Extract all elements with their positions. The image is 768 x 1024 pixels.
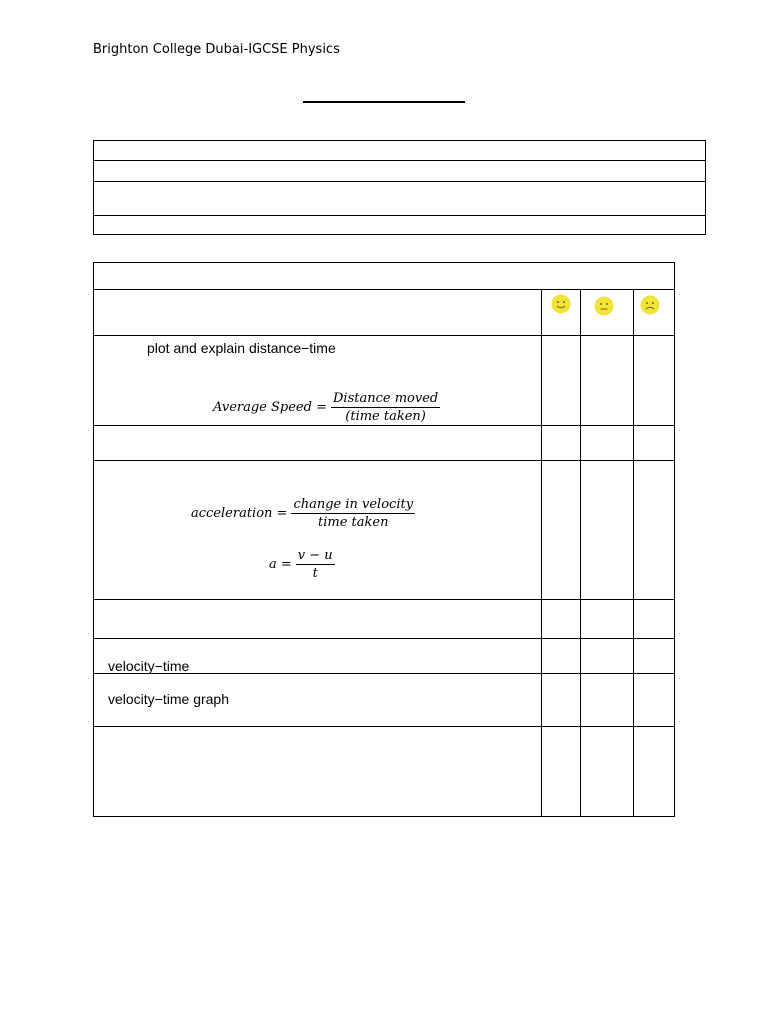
rating-cell[interactable] <box>581 674 634 727</box>
neutral-header-cell <box>581 290 634 336</box>
formula-numerator: change in velocity <box>293 497 414 512</box>
formula-lhs: a = <box>269 557 292 572</box>
rating-cell[interactable] <box>634 336 675 426</box>
info-cell <box>94 141 706 161</box>
frown-header-cell <box>634 290 675 336</box>
rating-cell[interactable] <box>581 426 634 461</box>
rating-cell[interactable] <box>634 639 675 674</box>
rating-cell[interactable] <box>542 639 581 674</box>
rating-cell[interactable] <box>542 674 581 727</box>
distance-time-text: plot and explain distance−time <box>147 340 336 356</box>
velocity-time-text: velocity−time <box>108 658 190 674</box>
neutral-face-icon <box>594 296 614 316</box>
frowning-face-icon <box>640 295 660 315</box>
rating-cell[interactable] <box>634 674 675 727</box>
rating-cell[interactable] <box>634 461 675 600</box>
header-cell <box>94 290 542 336</box>
checklist-title-cell <box>94 263 675 290</box>
rating-cell[interactable] <box>634 727 675 817</box>
row-velocity-time <box>94 639 542 674</box>
rating-cell[interactable] <box>542 600 581 639</box>
title-blank-line <box>303 101 465 103</box>
rating-cell[interactable] <box>542 426 581 461</box>
formula-numerator: Distance moved <box>332 391 439 406</box>
average-speed-formula <box>213 391 440 424</box>
school-header: Brighton College Dubai-IGCSE Physics <box>93 42 340 57</box>
smiley-header-cell <box>542 290 581 336</box>
rating-cell[interactable] <box>542 727 581 817</box>
rating-cell[interactable] <box>542 336 581 426</box>
checklist-table <box>93 262 675 817</box>
rating-cell[interactable] <box>581 639 634 674</box>
rating-cell[interactable] <box>581 600 634 639</box>
row-acceleration <box>94 461 542 600</box>
a-formula <box>269 548 335 581</box>
formula-numerator: v − u <box>297 548 333 563</box>
formula-denominator: t <box>312 566 318 581</box>
velocity-time-graph-text: velocity−time graph <box>108 691 230 707</box>
rating-cell[interactable] <box>634 600 675 639</box>
formula-lhs: acceleration = <box>191 506 288 521</box>
formula-denominator: (time taken) <box>345 409 426 424</box>
rating-cell[interactable] <box>634 426 675 461</box>
info-cell <box>94 182 706 216</box>
row-blank <box>94 727 542 817</box>
smiling-face-icon <box>551 294 571 314</box>
rating-cell[interactable] <box>581 461 634 600</box>
rating-cell[interactable] <box>581 336 634 426</box>
row-distance-time <box>94 336 542 426</box>
info-table <box>93 140 706 235</box>
info-cell <box>94 161 706 182</box>
info-cell <box>94 216 706 235</box>
row-blank <box>94 426 542 461</box>
rating-cell[interactable] <box>581 727 634 817</box>
formula-lhs: Average Speed = <box>213 400 327 415</box>
rating-cell[interactable] <box>542 461 581 600</box>
row-blank <box>94 600 542 639</box>
formula-denominator: time taken <box>318 515 389 530</box>
row-velocity-time-graph <box>94 674 542 727</box>
acceleration-formula <box>191 497 415 530</box>
